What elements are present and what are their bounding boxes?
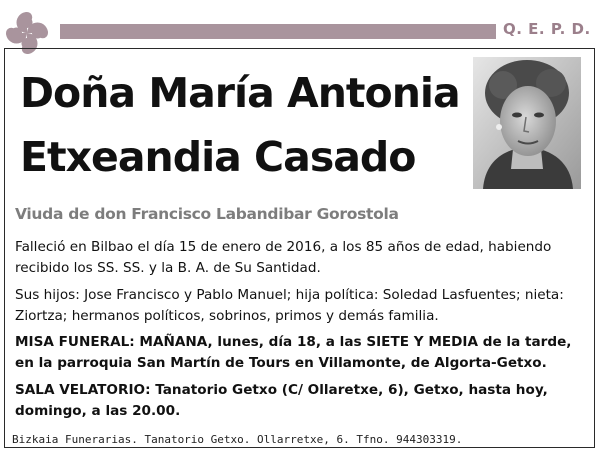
widow-of-line: Viuda de don Francisco Labandibar Gorostola [15, 205, 399, 223]
death-announcement-text: Falleció en Bilbao el día 15 de enero de 2016, a los 85 años de edad, habiendo recibido los SS. SS. y la B. A. de Su Santidad. [15, 239, 552, 276]
qepd-label: Q. E. P. D. [503, 20, 591, 38]
deceased-name-line2: Etxeandia Casado [20, 133, 416, 181]
wake-room-text: SALA VELATORIO: Tanatorio Getxo (C/ Ollaretxe, 6), Getxo, hasta hoy, domingo, a las 20.00. [15, 382, 548, 419]
portrait-photo [473, 57, 581, 189]
funeral-home-footer: Bizkaia Funerarias. Tanatorio Getxo. Ollarretxe, 6. Tfno. 944303319. [12, 433, 463, 446]
deceased-name-line1: Doña María Antonia [20, 69, 460, 117]
funeral-mass-text: MISA FUNERAL: MAÑANA, lunes, día 18, a las SIETE Y MEDIA de la tarde, en la parroquia San Martín de Tours en Villamonte, de Algorta-Getxo. [15, 334, 572, 371]
header-bar [60, 24, 496, 39]
family-text: Sus hijos: Jose Francisco y Pablo Manuel; hija política: Soledad Lasfuentes; nieta: Ziortza; hermanos políticos, sobrinos, primos y demás familia. [15, 287, 564, 324]
